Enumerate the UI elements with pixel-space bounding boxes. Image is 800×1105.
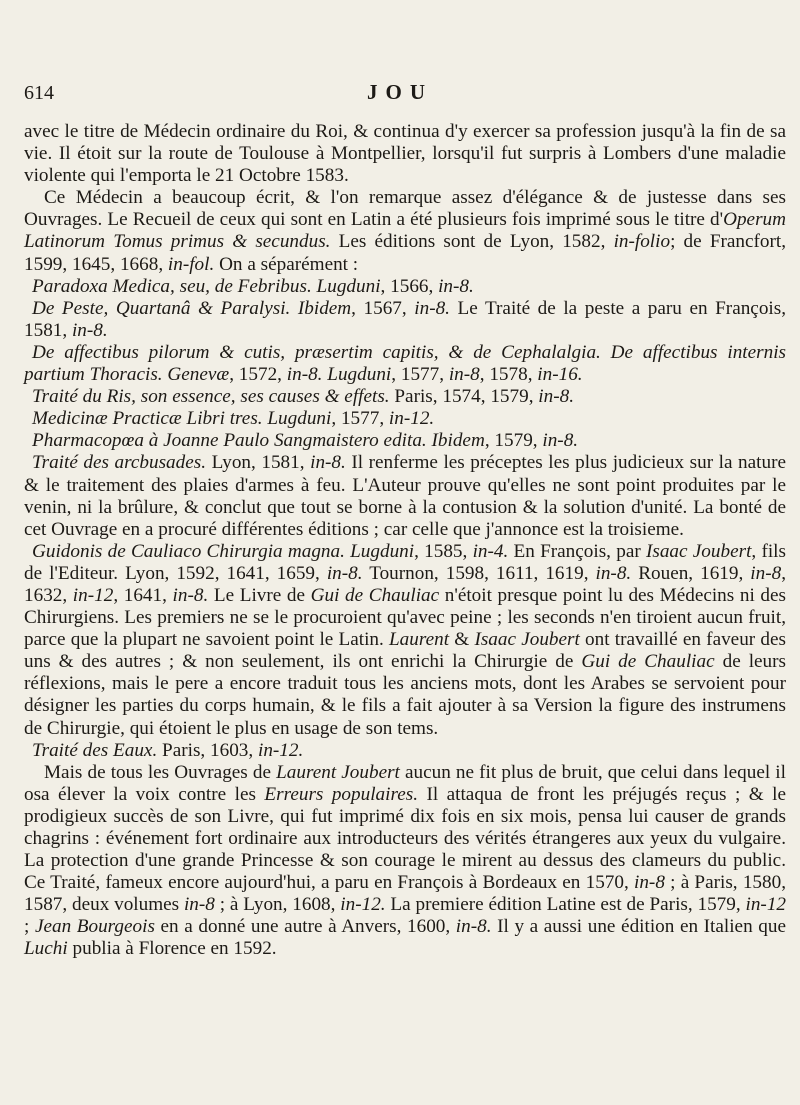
- italic-text: Operum Latinorum Tomus primus & secundus.: [24, 209, 786, 253]
- running-head: JOU: [367, 80, 433, 104]
- bibliography-entry: [24, 276, 786, 298]
- text-run: Il renferme les préceptes les plus judicieux sur la nature & le traitement des plaies d'armes à feu. L'Auteur prouve qu'elles ne sont point produites par le venin, ni la brûlure, & conclut que tout se borne à la contusion & la solution d'unité. La bonté de cet Ouvrage en a procuré différentes éditions ; car celle que j'annonce est la troisieme.: [24, 452, 786, 540]
- body-text: [24, 121, 786, 961]
- italic-text: Erreurs populaires.: [264, 783, 418, 805]
- text-run: ; à Paris, 1580, 1587, deux volumes: [24, 872, 786, 916]
- text-run: ; à Lyon, 1608,: [214, 894, 341, 916]
- italic-text: Traité du Ris, son essence, ses causes & effets.: [32, 386, 390, 408]
- text-run: , 1572,: [229, 364, 287, 386]
- text-run: , 1566,: [380, 275, 439, 297]
- italic-text: Pharmacopœa à Joanne Paulo Sangmaistero edita. Ibidem: [32, 430, 485, 452]
- bibliography-entry: [24, 408, 786, 430]
- text-run: On a séparément :: [214, 253, 359, 275]
- italic-text: in-8.: [438, 275, 474, 297]
- italic-text: Laurent Joubert: [276, 761, 400, 783]
- italic-text: in-12: [72, 584, 114, 606]
- italic-text: Laurent: [389, 629, 450, 651]
- text-run: de leurs réflexions, mais le pere a encore traduit tous les anciens mots, dont les Arabes se servoient pour désigner les parties du corps humain, & le fils a fait ajouter à sa Version la figure des instrumens de Chirurgie, qui étoient le plus en usage de son tems.: [24, 651, 786, 739]
- text-run: Il y a aussi une édition en Italien que: [491, 916, 786, 938]
- text-run: , 1577,: [331, 408, 389, 430]
- italic-text: in-8.: [595, 562, 632, 584]
- text-run: ;: [24, 916, 35, 938]
- text-run: , 1632,: [24, 562, 786, 606]
- italic-text: in-8.: [71, 319, 108, 341]
- italic-text: in-16.: [537, 364, 583, 386]
- italic-text: Gui de Chauliac: [581, 651, 715, 673]
- text-run: , 1579,: [484, 430, 543, 452]
- italic-text: Traité des Eaux.: [32, 739, 158, 761]
- text-run: , 1585,: [414, 540, 473, 562]
- bibliography-entry: [24, 298, 786, 342]
- page-header: [24, 82, 776, 112]
- italic-text: Isaac Joubert: [645, 540, 752, 562]
- italic-text: Luchi: [24, 938, 68, 960]
- italic-text: Guidonis de Cauliaco Chirurgia magna. Lugduni: [32, 540, 415, 562]
- text-run: Tournon, 1598, 1611, 1619,: [362, 562, 596, 584]
- text-run: , 1577,: [391, 364, 449, 386]
- italic-text: De Peste, Quartanâ & Paralysi. Ibidem: [32, 297, 352, 319]
- italic-text: in-8: [183, 894, 215, 916]
- bibliography-entry: [24, 386, 786, 408]
- text-run: Ce Médecin a beaucoup écrit, & l'on remarque assez d'élégance & de justesse dans ses Ouvrages. Le Recueil de ceux qui sont en Latin a été plusieurs fois imprimé sous le titre d': [24, 187, 786, 231]
- bibliography-entry: [24, 452, 786, 540]
- text-run: publia à Florence en 1592.: [67, 938, 277, 960]
- text-run: En François, par: [508, 540, 646, 562]
- text-run: Les éditions sont de Lyon, 1582,: [330, 231, 614, 253]
- text-run: avec le titre de Médecin ordinaire du Roi, & continua d'y exercer sa profession jusqu'à la fin de sa vie. Il étoit sur la route de Toulouse à Montpellier, lorsqu'il fut surpris à Lombers d'une maladie violente qui l'emporta le 21 Octobre 1583.: [24, 121, 786, 187]
- italic-text: in-fol.: [167, 253, 215, 275]
- italic-text: in-8: [448, 364, 480, 386]
- text-run: La premiere édition Latine est de Paris, 1579,: [385, 894, 746, 916]
- italic-text: in-4.: [472, 540, 509, 562]
- italic-text: Jean Bourgeois: [34, 916, 155, 938]
- text-run: Lyon, 1581,: [206, 452, 311, 474]
- italic-text: in-12.: [388, 408, 435, 430]
- bibliography-entry: [24, 430, 786, 452]
- italic-text: in-8.: [542, 430, 579, 452]
- italic-text: in-8.: [455, 916, 492, 938]
- text-run: &: [449, 629, 475, 651]
- bibliography-entry: [24, 740, 786, 762]
- italic-text: in-8: [634, 872, 665, 894]
- text-run: Paris, 1603,: [157, 739, 258, 761]
- paragraph: [24, 187, 786, 275]
- italic-text: in-folio: [613, 231, 671, 253]
- italic-text: De affectibus pilorum & cutis, præsertim capitis, & de Cephalalgia. De affectibus internis partium Thoracis. Genevæ: [24, 341, 786, 386]
- italic-text: in-12: [745, 894, 787, 916]
- italic-text: Medicinæ Practicæ Libri tres. Lugduni: [32, 408, 332, 430]
- italic-text: Paradoxa Medica, seu, de Febribus. Lugduni: [32, 275, 381, 297]
- italic-text: in-8.: [414, 297, 450, 319]
- italic-text: Isaac Joubert: [474, 629, 580, 651]
- text-run: Il attaqua de front les préjugés reçus ; & le prodigieux succès de son Livre, qui fut imprimé dix fois en six mois, pensa lui causer de grands chagrins : événement fort ordinaire aux introducteurs des vérités étrangeres aux yeux du vulgaire. La protection d'une grande Princesse & son courage le mirent au dessus des clameurs du public. Ce Traité, fameux encore aujourd'hui, a paru en François à Bordeaux en 1570,: [24, 783, 786, 894]
- text-run: ont travaillé en faveur des uns & des autres ; & non seulement, ils ont enrichi la Chirurgie de: [24, 629, 786, 673]
- text-run: en a donné une autre à Anvers, 1600,: [154, 916, 456, 938]
- italic-text: in-8: [750, 562, 782, 584]
- text-run: Paris, 1574, 1579,: [389, 386, 539, 408]
- italic-text: in-12.: [340, 894, 386, 916]
- text-run: aucun ne fit plus de bruit, que celui dans lequel il osa élever la voix contre les: [24, 761, 786, 805]
- text-run: Mais de tous les Ouvrages de: [44, 761, 277, 783]
- text-run: , 1578,: [479, 364, 538, 386]
- page-number: 614: [24, 82, 54, 104]
- italic-text: Traité des arcbusades.: [32, 452, 207, 474]
- italic-text: in-8.: [538, 386, 575, 408]
- text-run: Le Livre de: [208, 584, 311, 606]
- italic-text: in-8.: [310, 452, 346, 474]
- text-run: n'étoit presque point lu des Médecins ni des Chirurgiens. Les premiers ne se le procuroient qu'avec peine ; les seconds n'en tiroient aucun fruit, parce que la plupart ne savoient point le Latin.: [24, 584, 786, 651]
- bibliography-entry: [24, 541, 786, 740]
- italic-text: Gui de Chauliac: [310, 584, 440, 606]
- italic-text: in-8.: [172, 584, 209, 606]
- italic-text: in-8.: [326, 562, 363, 584]
- paragraph: [24, 121, 786, 187]
- text-run: , 1567,: [351, 297, 415, 319]
- text-run: Le Traité de la peste a paru en François, 1581,: [24, 297, 787, 341]
- text-run: ; de Francfort, 1599, 1645, 1668,: [24, 231, 787, 275]
- bibliography-entry: [24, 342, 786, 386]
- italic-text: in-12.: [257, 739, 304, 761]
- text-run: Rouen, 1619,: [631, 562, 751, 584]
- italic-text: in-8. Lugduni: [286, 364, 392, 386]
- paragraph: [24, 762, 786, 961]
- text-run: , 1641,: [113, 584, 173, 606]
- text-run: , fils de l'Editeur. Lyon, 1592, 1641, 1659,: [24, 540, 786, 584]
